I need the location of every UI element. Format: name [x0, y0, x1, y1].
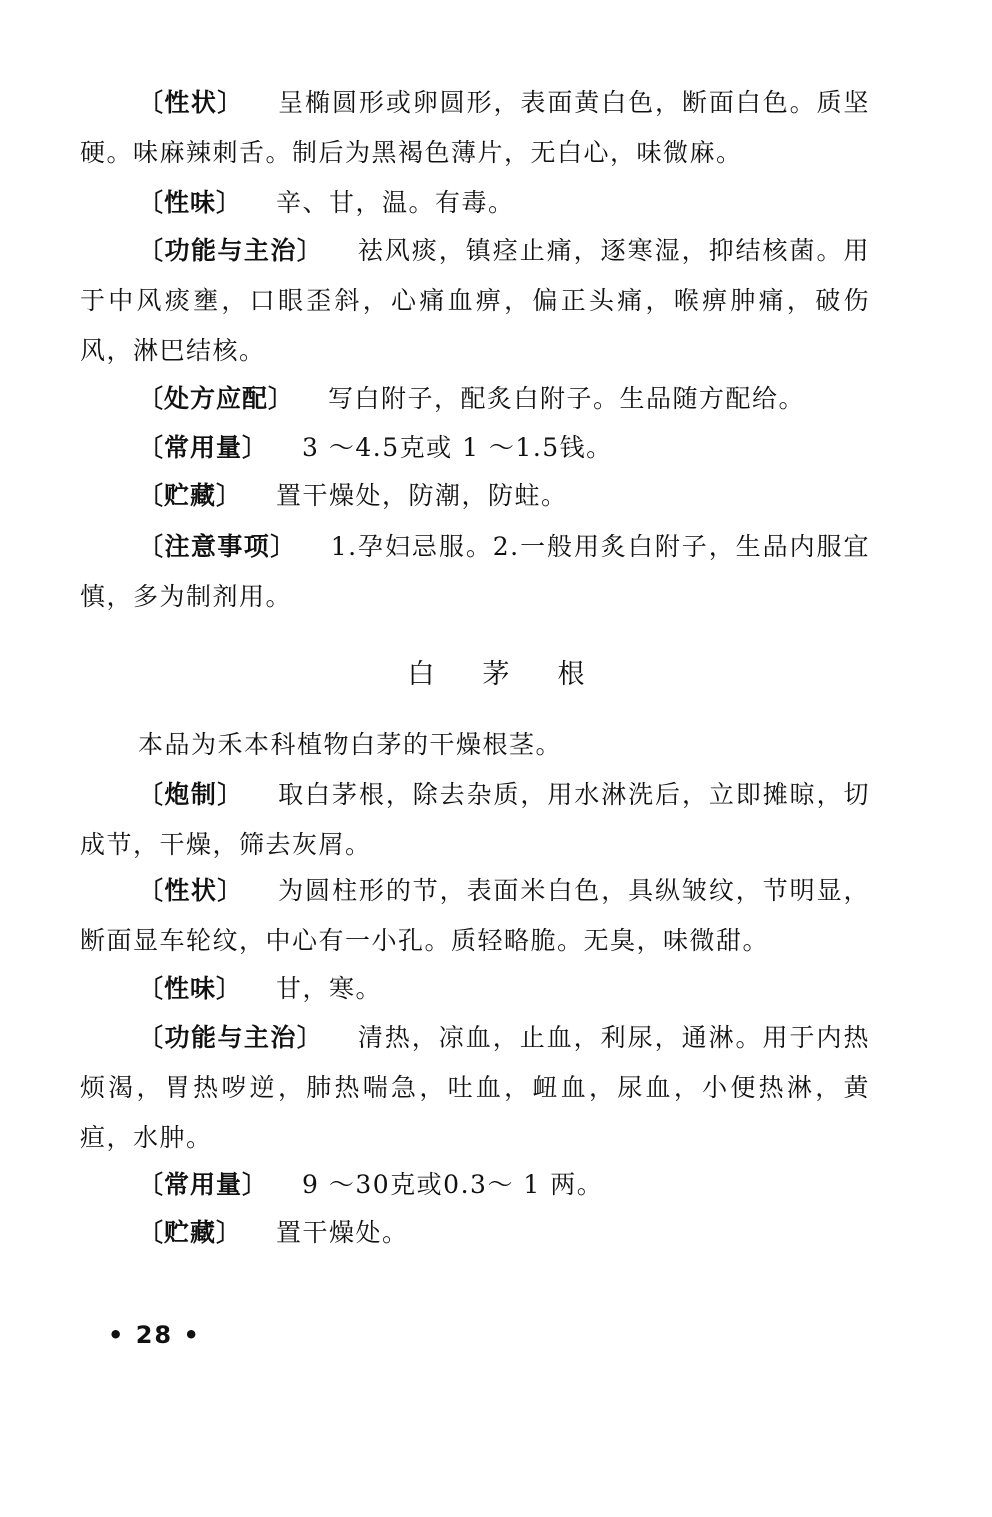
field-text: 3 ～4.5克或 1 ～1.5钱。	[302, 433, 613, 462]
field-label: 〔性状〕	[138, 876, 244, 905]
field-label: 〔性味〕	[138, 188, 243, 217]
field-label: 〔注意事项〕	[138, 532, 297, 561]
field-label: 〔贮藏〕	[138, 1218, 243, 1247]
entry-zhucang-2	[80, 1208, 870, 1258]
field-text: 甘，寒。	[276, 974, 383, 1003]
entry-zhuyi	[80, 522, 870, 622]
entry-gongneng-2	[80, 1013, 870, 1163]
entry-intro: 本品为禾本科植物白茅的干燥根茎。	[138, 730, 563, 759]
entry-yongliang-2	[80, 1160, 870, 1210]
field-label: 〔常用量〕	[138, 433, 269, 462]
field-text: 辛、甘，温。有毒。	[276, 188, 515, 217]
page-number: • 28 •	[108, 1321, 201, 1349]
entry-chufang	[80, 374, 870, 424]
field-label: 〔性状〕	[138, 88, 244, 117]
entry-title: 白茅根	[407, 659, 633, 690]
entry-yongliang	[80, 423, 870, 473]
entry-xingzhuang	[80, 78, 870, 178]
entry-zhucang	[80, 471, 870, 521]
entry-paozhi	[80, 770, 870, 870]
field-text: 呈椭圆形或卵圆形，表面黄白色，断面白色。质坚硬。味麻辣刺舌。制后为黑褐色薄片，无白心，味微麻。	[80, 88, 870, 167]
field-text: 祛风痰，镇痉止痛，逐寒湿，抑结核菌。用于中风痰壅，口眼歪斜，心痛血痹，偏正头痛，喉痹肿痛，破伤风，淋巴结核。	[80, 236, 870, 365]
field-text: 1.孕妇忌服。2.一般用炙白附子，生品内服宜慎，多为制剂用。	[80, 532, 870, 611]
entry-xingwei	[80, 178, 870, 228]
field-text: 置干燥处，防潮，防蛀。	[276, 481, 568, 510]
field-label: 〔功能与主治〕	[138, 1023, 324, 1052]
field-text: 9 ～30克或0.3～ 1 两。	[302, 1170, 604, 1199]
entry-gongneng	[80, 226, 870, 376]
entry-xingwei-2	[80, 964, 870, 1014]
entry-xingzhuang-2	[80, 866, 870, 966]
field-text: 写白附子，配炙白附子。生品随方配给。	[328, 384, 806, 413]
field-label: 〔贮藏〕	[138, 481, 243, 510]
field-label: 〔性味〕	[138, 974, 243, 1003]
field-label: 〔功能与主治〕	[138, 236, 324, 265]
field-text: 取白茅根，除去杂质，用水淋洗后，立即摊晾，切成节，干燥，筛去灰屑。	[80, 780, 870, 859]
field-label: 〔处方应配〕	[138, 384, 295, 413]
field-text: 置干燥处。	[276, 1218, 409, 1247]
field-label: 〔常用量〕	[138, 1170, 269, 1199]
field-text: 清热，凉血，止血，利尿，通淋。用于内热烦渴，胃热哕逆，肺热喘急，吐血，衄血，尿血，小便热淋，黄疸，水肿。	[80, 1023, 870, 1152]
field-label: 〔炮制〕	[138, 780, 244, 809]
field-text: 为圆柱形的节，表面米白色，具纵皱纹，节明显，断面显车轮纹，中心有一小孔。质轻略脆。无臭，味微甜。	[80, 876, 870, 955]
